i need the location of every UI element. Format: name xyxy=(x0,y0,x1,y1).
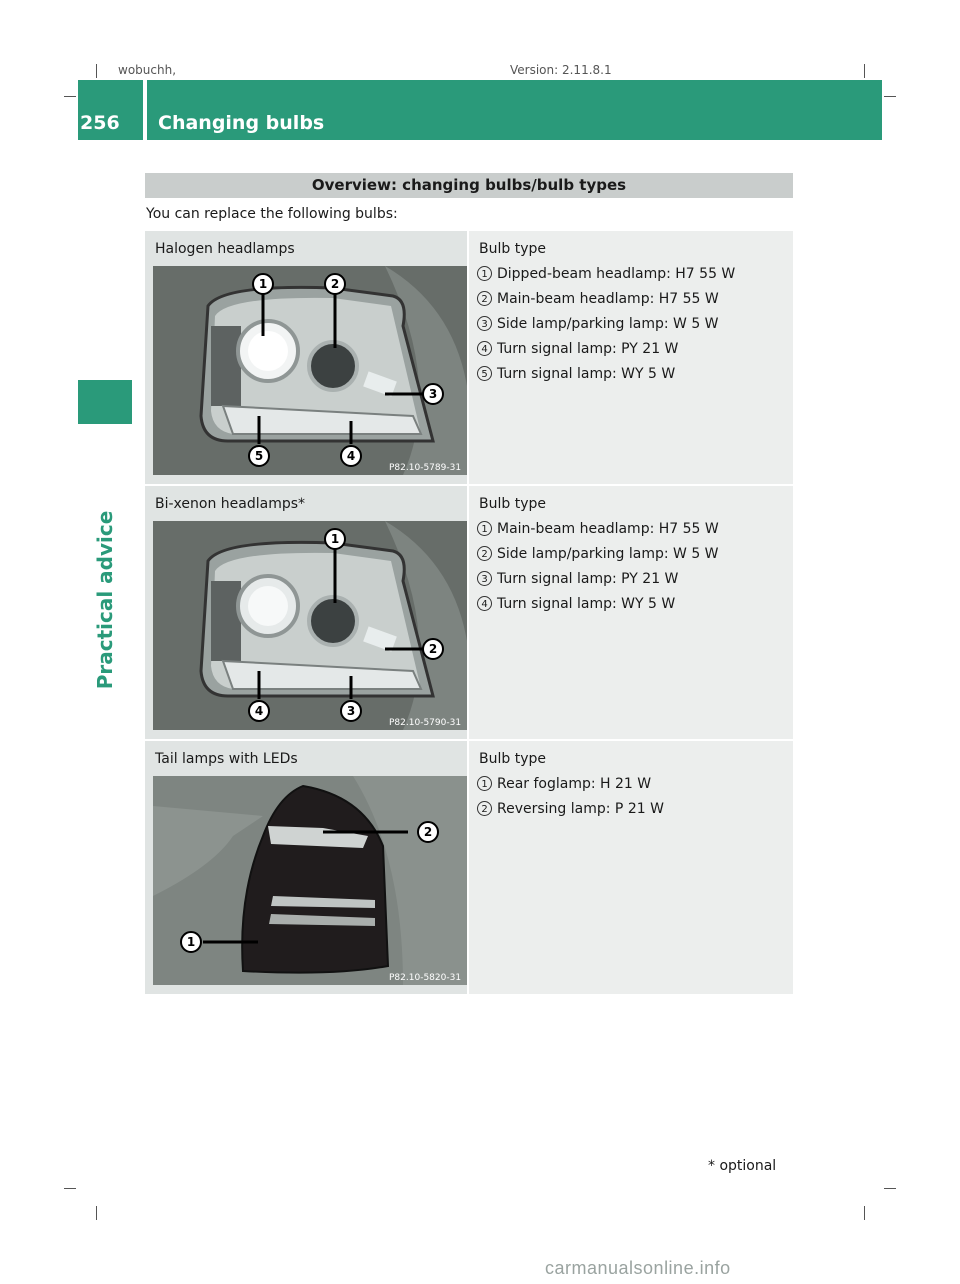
item-text: Main-beam headlamp: H7 55 W xyxy=(497,291,719,307)
intro-text: You can replace the following bulbs: xyxy=(146,206,398,222)
page-title: Changing bulbs xyxy=(158,112,325,134)
item-text: Turn signal lamp: WY 5 W xyxy=(497,596,676,612)
bulb-list xyxy=(477,520,719,620)
callout-label: 2 xyxy=(428,642,438,656)
callout-label: 3 xyxy=(346,704,356,718)
list-item xyxy=(477,290,735,315)
callout-label: 1 xyxy=(186,935,196,949)
number-2-icon: 2 xyxy=(477,546,492,561)
list-item xyxy=(477,265,735,290)
section-title: Overview: changing bulbs/bulb types xyxy=(311,176,627,194)
table-row xyxy=(145,486,793,741)
trim-mark xyxy=(96,64,97,78)
number-2-icon: 2 xyxy=(477,291,492,306)
trim-mark xyxy=(64,1188,76,1189)
item-text: Dipped-beam headlamp: H7 55 W xyxy=(497,266,736,282)
photo-code: P82.10-5820-31 xyxy=(389,973,462,983)
trim-mark xyxy=(864,64,865,78)
bulb-type-label: Bulb type xyxy=(479,751,546,767)
row-title: Halogen headlamps xyxy=(155,241,295,257)
item-text: Turn signal lamp: WY 5 W xyxy=(497,366,676,382)
photo-code: P82.10-5790-31 xyxy=(389,718,462,728)
callout-label: 4 xyxy=(254,704,264,718)
number-4-icon: 4 xyxy=(477,596,492,611)
header-separator xyxy=(143,80,147,140)
side-tab xyxy=(78,380,132,424)
bulb-type-label: Bulb type xyxy=(479,496,546,512)
row-left-cell xyxy=(145,486,467,739)
item-text: Turn signal lamp: PY 21 W xyxy=(497,341,679,357)
tail-lamp-photo xyxy=(153,776,467,985)
callout-label: 2 xyxy=(423,825,433,839)
list-item xyxy=(477,365,735,390)
callout-label: 5 xyxy=(254,449,264,463)
top-strip-left: wobuchh, xyxy=(118,63,177,77)
bulb-list xyxy=(477,265,735,390)
number-3-icon: 3 xyxy=(477,316,492,331)
row-right-cell xyxy=(469,231,793,484)
item-text: Turn signal lamp: PY 21 W xyxy=(497,571,679,587)
item-text: Main-beam headlamp: H7 55 W xyxy=(497,521,719,537)
table-row xyxy=(145,231,793,486)
side-tab-label: Practical advice xyxy=(93,510,117,690)
item-text: Side lamp/parking lamp: W 5 W xyxy=(497,546,719,562)
row-left-cell xyxy=(145,231,467,484)
trim-mark xyxy=(96,1206,97,1220)
list-item xyxy=(477,340,735,365)
halogen-headlamp-photo xyxy=(153,266,467,475)
item-text: Side lamp/parking lamp: W 5 W xyxy=(497,316,719,332)
trim-mark xyxy=(864,1206,865,1220)
row-right-cell xyxy=(469,486,793,739)
callout-label: 1 xyxy=(258,277,268,291)
bulb-table xyxy=(145,231,793,994)
page-number: 256 xyxy=(80,112,120,134)
row-right-cell xyxy=(469,741,793,994)
section-heading xyxy=(145,173,793,198)
table-row xyxy=(145,741,793,994)
trim-mark xyxy=(884,96,896,97)
watermark-text: carmanualsonline.info xyxy=(545,1258,731,1278)
top-strip-right: Version: 2.11.8.1 xyxy=(510,63,612,77)
row-title: Tail lamps with LEDs xyxy=(155,751,298,767)
bixenon-headlamp-photo xyxy=(153,521,467,730)
optional-footnote: * optional xyxy=(708,1158,777,1174)
callout-label: 3 xyxy=(428,387,438,401)
callout-label: 4 xyxy=(346,449,356,463)
list-item xyxy=(477,595,719,620)
bulb-type-label: Bulb type xyxy=(479,241,546,257)
trim-mark xyxy=(884,1188,896,1189)
list-item xyxy=(477,545,719,570)
number-4-icon: 4 xyxy=(477,341,492,356)
list-item xyxy=(477,520,719,545)
photo-code: P82.10-5789-31 xyxy=(389,463,462,473)
list-item xyxy=(477,800,664,825)
number-5-icon: 5 xyxy=(477,366,492,381)
row-left-cell xyxy=(145,741,467,994)
list-item xyxy=(477,315,735,340)
row-title: Bi-xenon headlamps* xyxy=(155,496,306,512)
number-2-icon: 2 xyxy=(477,801,492,816)
item-text: Rear foglamp: H 21 W xyxy=(497,776,652,792)
bulb-list xyxy=(477,775,664,825)
number-3-icon: 3 xyxy=(477,571,492,586)
trim-mark xyxy=(64,96,76,97)
list-item xyxy=(477,775,664,800)
number-1-icon: 1 xyxy=(477,266,492,281)
number-1-icon: 1 xyxy=(477,521,492,536)
callout-label: 2 xyxy=(330,277,340,291)
list-item xyxy=(477,570,719,595)
item-text: Reversing lamp: P 21 W xyxy=(497,801,664,817)
callout-label: 1 xyxy=(330,532,340,546)
number-1-icon: 1 xyxy=(477,776,492,791)
